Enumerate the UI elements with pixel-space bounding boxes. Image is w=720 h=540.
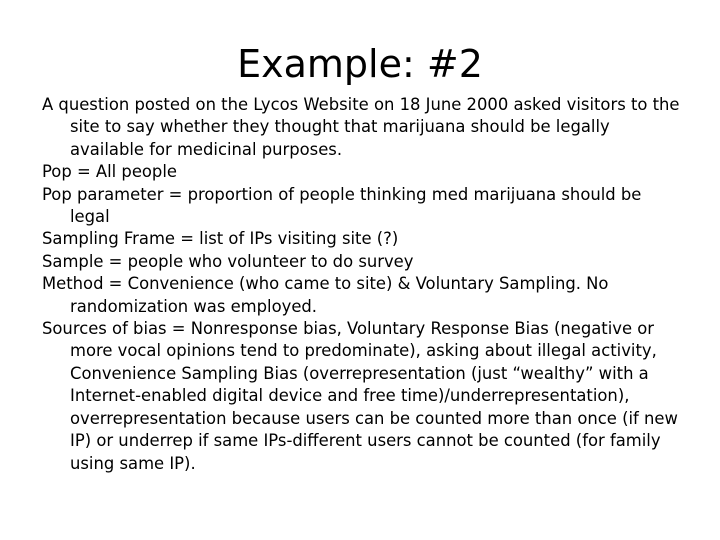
paragraph-sources-of-bias: Sources of bias = Nonresponse bias, Voluntary Response Bias (negative or more vocal opinions tend to predominate), asking about illegal activity, Convenience Sampling Bias (overrepresentation (just “wealthy” with a Internet-enabled digital device and free time)/underrepresentation), overrepresentation because users can be counted more than once (if new IP) or underrep if same IPs-different users cannot be counted (for family using same IP). [42,319,678,473]
paragraph-sample: Sample = people who volunteer to do survey [42,251,414,271]
paragraph-pop-parameter: Pop parameter = proportion of people thinking med marijuana should be legal [42,184,642,227]
slide-title: Example: #2 [237,42,483,86]
paragraph-question: A question posted on the Lycos Website on 18 June 2000 asked visitors to the site to say whether they thought that marijuana should be legally available for medicinal purposes. [42,95,680,159]
paragraph-sampling-frame: Sampling Frame = list of IPs visiting site (?) [42,229,399,249]
slide-body [42,94,682,475]
paragraph-method: Method = Convenience (who came to site) & Voluntary Sampling. No randomization was employed. [42,274,609,316]
paragraph-population: Pop = All people [42,162,177,182]
